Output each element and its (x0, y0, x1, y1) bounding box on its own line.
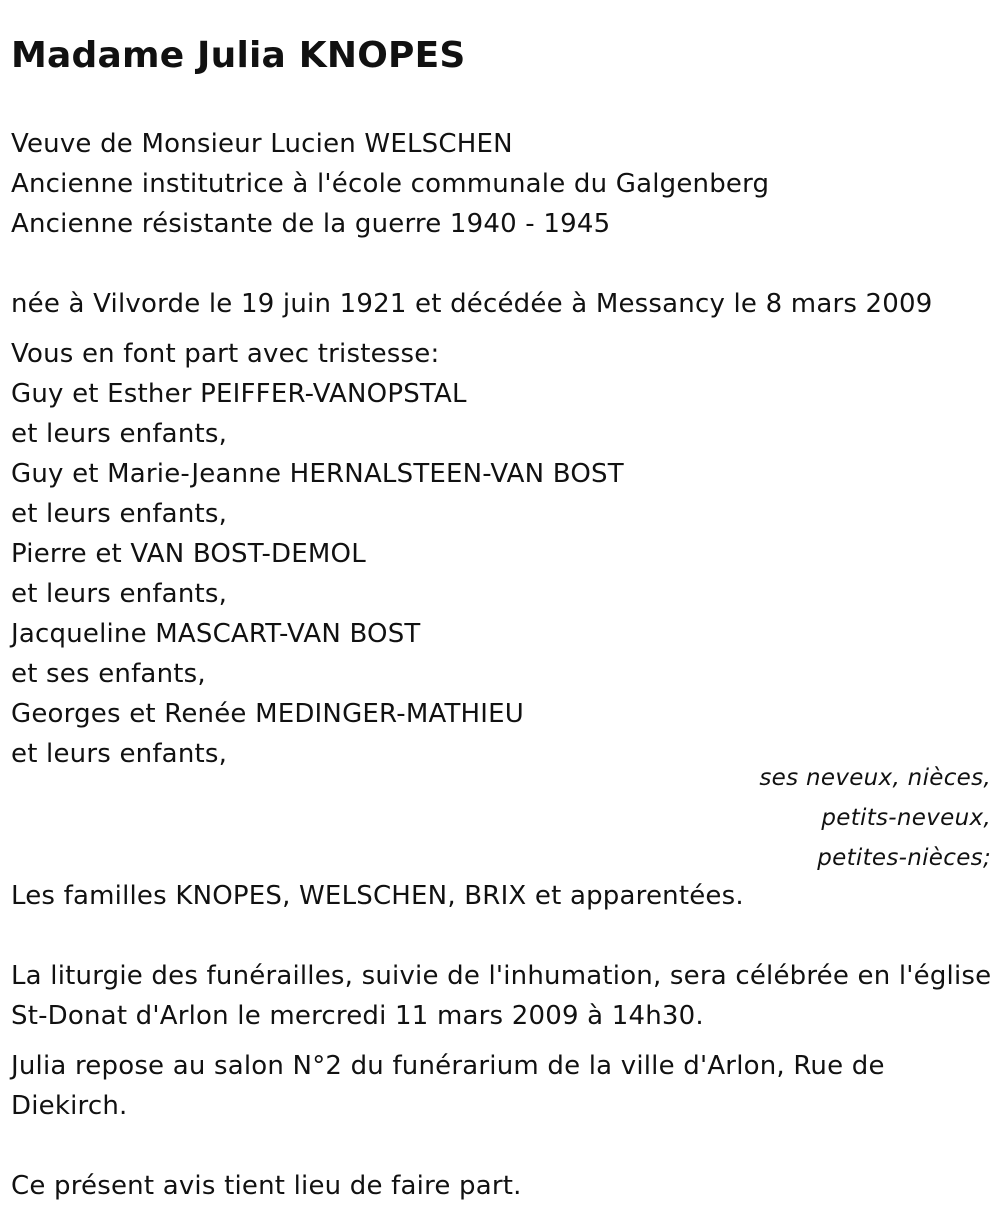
announcement-line: Vous en font part avec tristesse: (11, 339, 440, 369)
relatives-line: petites-nièces; (817, 845, 991, 871)
family-line: et leurs enfants, (11, 419, 228, 449)
birth-death-line: née à Vilvorde le 19 juin 1921 et décédée à Messancy le 8 mars 2009 (11, 289, 933, 319)
occupation-line: Ancienne institutrice à l'école communale du Galgenberg (11, 169, 770, 199)
liturgy-line: La liturgie des funérailles, suivie de l'inhumation, sera célébrée en l'église (11, 961, 992, 991)
relatives-line: ses neveux, nièces, (759, 765, 991, 791)
closing-line: Ce présent avis tient lieu de faire part. (11, 1171, 522, 1201)
family-line: Pierre et VAN BOST-DEMOL (11, 539, 366, 569)
rest-line: Diekirch. (11, 1091, 128, 1121)
family-line: et leurs enfants, (11, 579, 228, 609)
family-line: et ses enfants, (11, 659, 206, 689)
family-line: et leurs enfants, (11, 499, 228, 529)
liturgy-line: St-Donat d'Arlon le mercredi 11 mars 2009 à 14h30. (11, 1001, 704, 1031)
family-line: et leurs enfants, (11, 739, 228, 769)
families-line: Les familles KNOPES, WELSCHEN, BRIX et apparentées. (11, 881, 744, 911)
resistance-line: Ancienne résistante de la guerre 1940 - 1945 (11, 209, 611, 239)
family-line: Guy et Esther PEIFFER-VANOPSTAL (11, 379, 467, 409)
family-line: Guy et Marie-Jeanne HERNALSTEEN-VAN BOST (11, 459, 624, 489)
family-line: Jacqueline MASCART-VAN BOST (11, 619, 421, 649)
widow-line: Veuve de Monsieur Lucien WELSCHEN (11, 129, 513, 159)
family-line: Georges et Renée MEDINGER-MATHIEU (11, 699, 525, 729)
rest-line: Julia repose au salon N°2 du funérarium de la ville d'Arlon, Rue de (11, 1051, 885, 1081)
relatives-line: petits-neveux, (821, 805, 991, 831)
page-title: Madame Julia KNOPES (11, 35, 466, 76)
